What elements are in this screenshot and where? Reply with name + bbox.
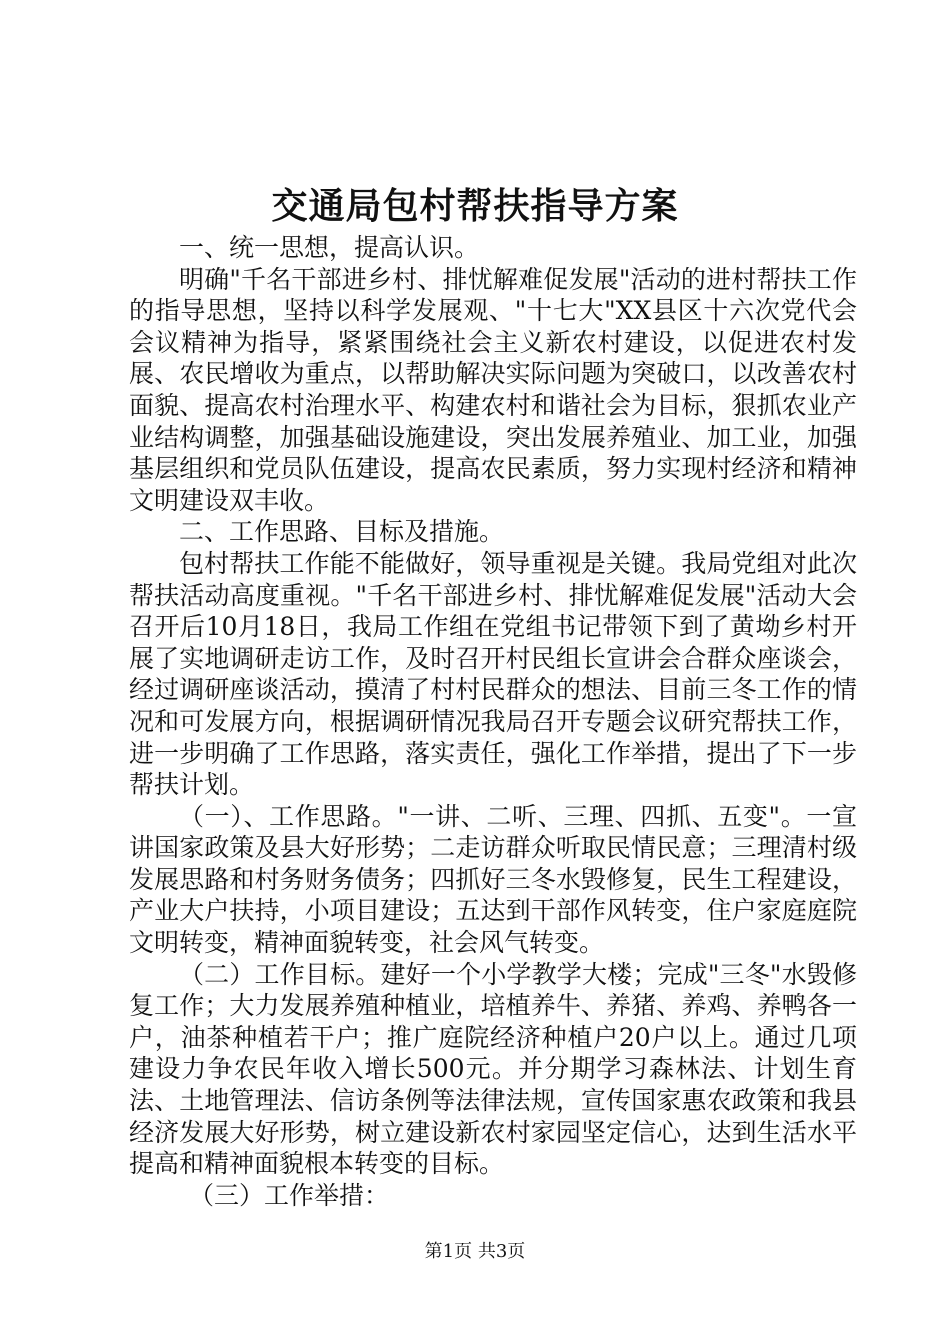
paragraph-work-measures: （三）工作举措： — [189, 1180, 390, 1210]
section-heading-2: 二、工作思路、目标及措施。 — [179, 517, 505, 547]
paragraph-leadership: 包村帮扶工作能不能做好，领导重视是关键。我局党组对此次帮扶活动高度重视。"千名干部进乡村、排忧解难促发展"活动大会召开后10月18日，我局工作组在党组书记带领下到了黄坳乡村开展了实地调研走访工作，及时召开村民组长宣讲会合群众座谈会，经过调研座谈活动，摸清了村村民群众的想法、目前三冬工作的情况和可发展方向，根据调研情况我局召开专题会议研究帮扶工作，进一步明确了工作思路，落实责任，强化工作举措，提出了下一步帮扶计划。 — [129, 548, 857, 800]
section-heading-1: 一、统一思想，提高认识。 — [179, 233, 480, 262]
paragraph-work-approach: （一）、工作思路。"一讲、二听、三理、四抓、五变"。一宣讲国家政策及县大好形势；二走访群众听取民情民意；三理清村级发展思路和村务财务债务；四抓好三冬水毁修复，民生工程建设，产业大户扶持，小项目建设；五达到干部作风转变，住户家庭庭院文明转变，精神面貌转变，社会风气转变。 — [129, 801, 857, 958]
document-title: 交通局包村帮扶指导方案 — [271, 185, 679, 227]
document-body — [129, 232, 857, 1211]
page-footer: 第1页 共3页 — [424, 1241, 526, 1262]
paragraph-work-goals: （二）工作目标。建好一个小学教学大楼；完成"三冬"水毁修复工作；大力发展养殖种植业，培植养牛、养猪、养鸡、养鸭各一户，油茶种植若干户；推广庭院经济种植户20户以上。通过几项建设力争农民年收入增长500元。并分期学习森林法、计划生育法、土地管理法、信访条例等法律法规，宣传国家惠农政策和我县经济发展大好形势，树立建设新农村家园坚定信心，达到生活水平提高和精神面貌根本转变的目标。 — [129, 959, 857, 1179]
paragraph-guiding-thought: 明确"千名干部进乡村、排忧解难促发展"活动的进村帮扶工作的指导思想，坚持以科学发展观、"十七大"XX县区十六次党代会会议精神为指导，紧紧围绕社会主义新农村建设，以促进农村发展、农民增收为重点，以帮助解决实际问题为突破口，以改善农村面貌、提高农村治理水平、构建农村和谐社会为目标，狠抓农业产业结构调整，加强基础设施建设，突出发展养殖业、加工业，加强基层组织和党员队伍建设，提高农民素质，努力实现村经济和精神文明建设双丰收。 — [129, 264, 857, 515]
